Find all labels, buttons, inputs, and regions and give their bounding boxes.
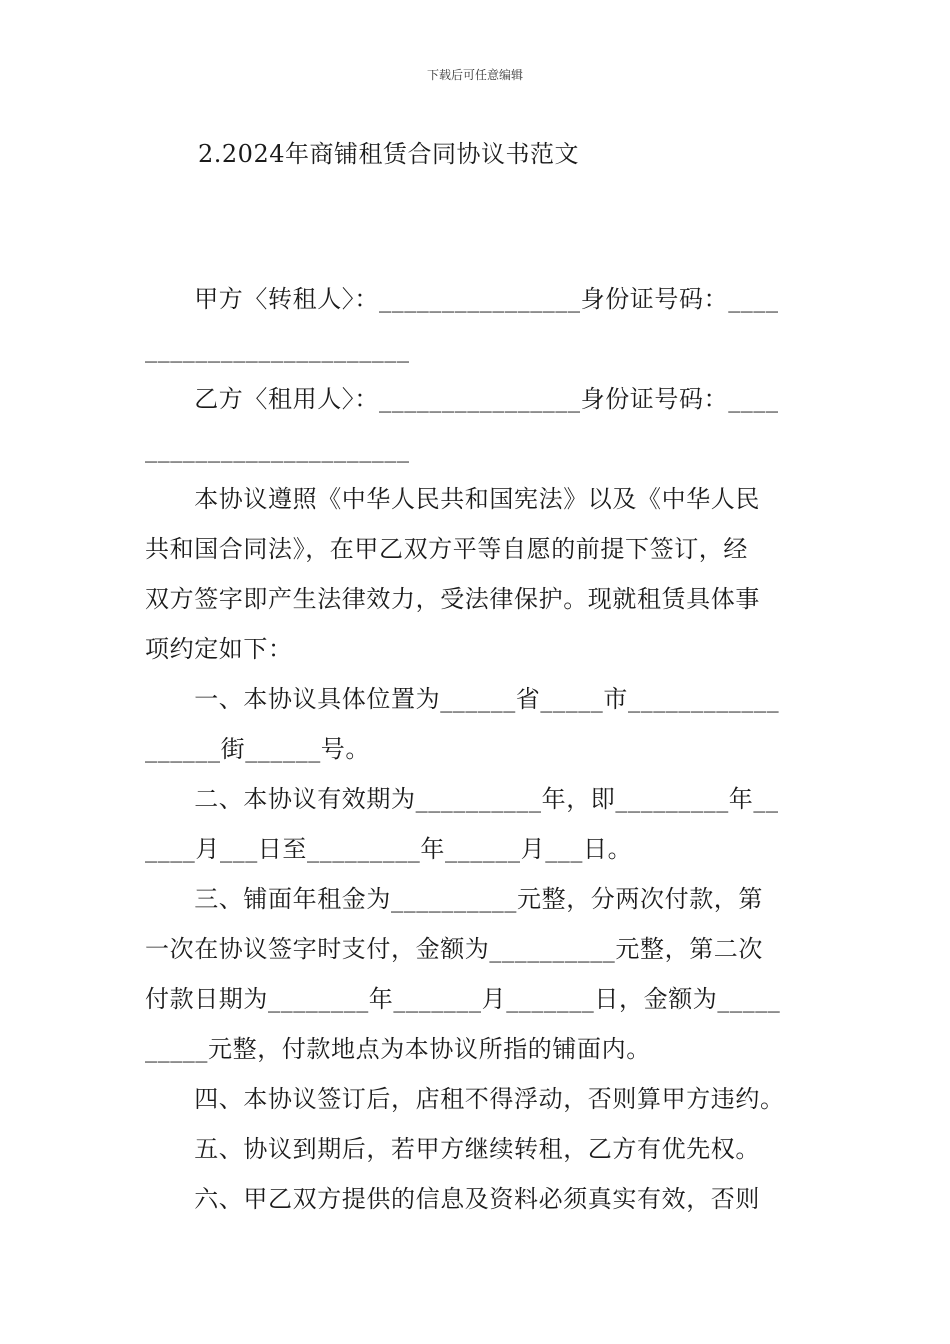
- clause-3-line-3: 付款日期为________年_______月_______日，金额为_____: [145, 985, 781, 1013]
- clause-3-line-4: _____元整，付款地点为本协议所指的铺面内。: [145, 1035, 651, 1063]
- clause-3-line-2: 一次在协议签字时支付，金额为__________元整，第二次: [145, 935, 763, 963]
- preamble-line-2: 共和国合同法》，在甲乙双方平等自愿的前提下签订，经: [145, 535, 748, 563]
- clause-5-line: 五、协议到期后，若甲方继续转租，乙方有优先权。: [145, 1135, 760, 1163]
- party-b-line: 乙方〈租用人〉：________________身份证号码：____: [145, 385, 779, 413]
- preamble-line-1: 本协议遵照《中华人民共和国宪法》以及《中华人民: [145, 485, 760, 513]
- page-header: 下载后可任意编辑: [426, 68, 523, 82]
- preamble-line-4: 项约定如下：: [145, 635, 293, 663]
- clause-1-line-2: ______街______号。: [145, 735, 370, 763]
- clause-1-line-1: 一、本协议具体位置为______省_____市____________: [145, 685, 780, 713]
- party-b-id-continuation: _____________________: [145, 435, 410, 463]
- document-title: 2.2024年商铺租赁合同协议书范文: [198, 140, 579, 168]
- clause-4-line: 四、本协议签订后，店租不得浮动，否则算甲方违约。: [145, 1085, 785, 1113]
- party-a-line: 甲方〈转租人〉：________________身份证号码：____: [145, 285, 779, 313]
- preamble-line-3: 双方签字即产生法律效力，受法律保护。现就租赁具体事: [145, 585, 760, 613]
- clause-2-line-1: 二、本协议有效期为__________年，即_________年__: [145, 785, 779, 813]
- clause-2-line-2: ____月___日至_________年______月___日。: [145, 835, 633, 863]
- clause-6-line: 六、甲乙双方提供的信息及资料必须真实有效，否则: [145, 1185, 760, 1213]
- party-a-id-continuation: _____________________: [145, 335, 410, 363]
- clause-3-line-1: 三、铺面年租金为__________元整，分两次付款，第: [145, 885, 763, 913]
